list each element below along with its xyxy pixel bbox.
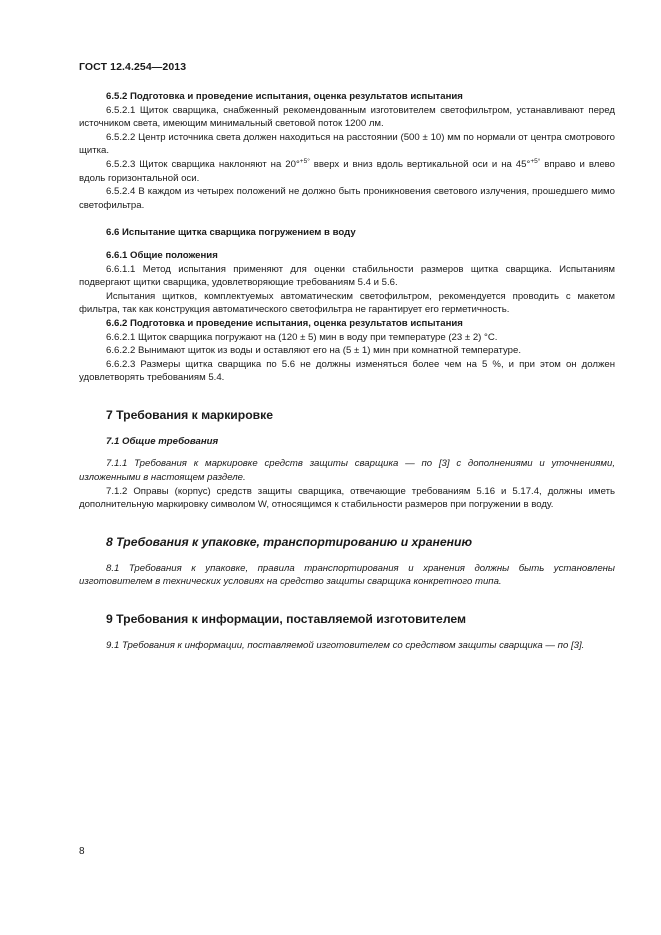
clause-6-6-2-3: 6.6.2.3 Размеры щитка сварщика по 5.6 не должны изменяться более чем на 5 %, и при этом он должен удовлетворять требованиям 5.4. <box>79 358 615 384</box>
clause-7-1-title: 7.1 Общие требования <box>106 435 219 447</box>
clause-6-6-1-1-continued: Испытания щитков, комплектуемых автоматическим светофильтром, рекомендуется проводить с макетом фильтра, так как конструкция автоматического светофильтра не гарантирует его герметичность. <box>79 290 615 316</box>
section-9-title: 9 Требования к информации, поставляемой изготовителем <box>106 612 467 627</box>
clause-6-6-2-1: 6.6.2.1 Щиток сварщика погружают на (120 ± 5) мин в воду при температуре (23 ± 2) °С. <box>106 331 498 343</box>
clause-6-5-2-3-part-b: вверх и вниз вдоль вертикальной оси и на 45° <box>309 158 531 170</box>
document-id-header: ГОСТ 12.4.254—2013 <box>79 61 187 73</box>
clause-6-6-2-2: 6.6.2.2 Вынимают щиток из воды и оставляют его на (5 ± 1) мин при комнатной температуре. <box>106 345 522 357</box>
clause-6-5-2-3-part-c: вправо и влево вдоль горизонтальной оси. <box>79 158 616 184</box>
clause-6-6-title: 6.6 Испытание щитка сварщика погружением в воду <box>106 227 356 239</box>
clause-9-1: 9.1 Требования к информации, поставляемой изготовителем со средством защиты сварщика — по [3]. <box>106 640 585 652</box>
clause-6-6-1-1: 6.6.1.1 Метод испытания применяют для оценки стабильности размеров щитка сварщика. Испытаниям подвергают щитки сварщика, удовлетворяющие требованиям 5.4 и 5.6. <box>79 263 615 289</box>
tolerance-superscript: +5° <box>530 157 541 165</box>
section-7-title: 7 Требования к маркировке <box>106 407 274 422</box>
clause-7-1-2: 7.1.2 Оправы (корпус) средств защиты сварщика, отвечающие требованиям 5.16 и 5.17.4, должны иметь дополнительную маркировку символом W, относящимся к стабильности размеров при погружении в воду. <box>79 485 615 511</box>
clause-6-5-2-title: 6.5.2 Подготовка и проведение испытания, оценка результатов испытания <box>106 91 463 102</box>
clause-6-5-2-3 <box>79 158 615 185</box>
clause-6-5-2-1: 6.5.2.1 Щиток сварщика, снабженный рекомендованным изготовителем светофильтром, устанавливают перед источником света, имеющим минимальный световой поток 1200 лм. <box>79 104 615 130</box>
clause-7-1-1: 7.1.1 Требования к маркировке средств защиты сварщика — по [3] с дополнениями и уточнениями, изложенными в настоящем разделе. <box>79 458 615 484</box>
clause-6-5-2-4: 6.5.2.4 В каждом из четырех положений не должно быть проникновения светового излучения, прошедшего мимо светофильтра. <box>79 186 615 211</box>
clause-6-6-2-title: 6.6.2 Подготовка и проведение испытания, оценка результатов испытания <box>106 317 463 329</box>
section-8-title: 8 Требования к упаковке, транспортированию и хранению <box>106 534 473 549</box>
clause-6-6-1-title: 6.6.1 Общие положения <box>106 249 218 261</box>
document-body <box>79 90 615 653</box>
clause-8-1: 8.1 Требования к упаковке, правила транспортирования и хранения должны быть установлены изготовителем в технических условиях на средство защиты сварщика конкретного типа. <box>79 562 615 588</box>
tolerance-superscript: +5° <box>299 157 310 165</box>
page-number: 8 <box>79 846 85 857</box>
clause-6-5-2-3-part-a: 6.5.2.3 Щиток сварщика наклоняют на 20° <box>106 158 300 170</box>
clause-6-5-2-2: 6.5.2.2 Центр источника света должен находиться на расстоянии (500 ± 10) мм по нормали от центра смотрового щитка. <box>79 131 615 157</box>
